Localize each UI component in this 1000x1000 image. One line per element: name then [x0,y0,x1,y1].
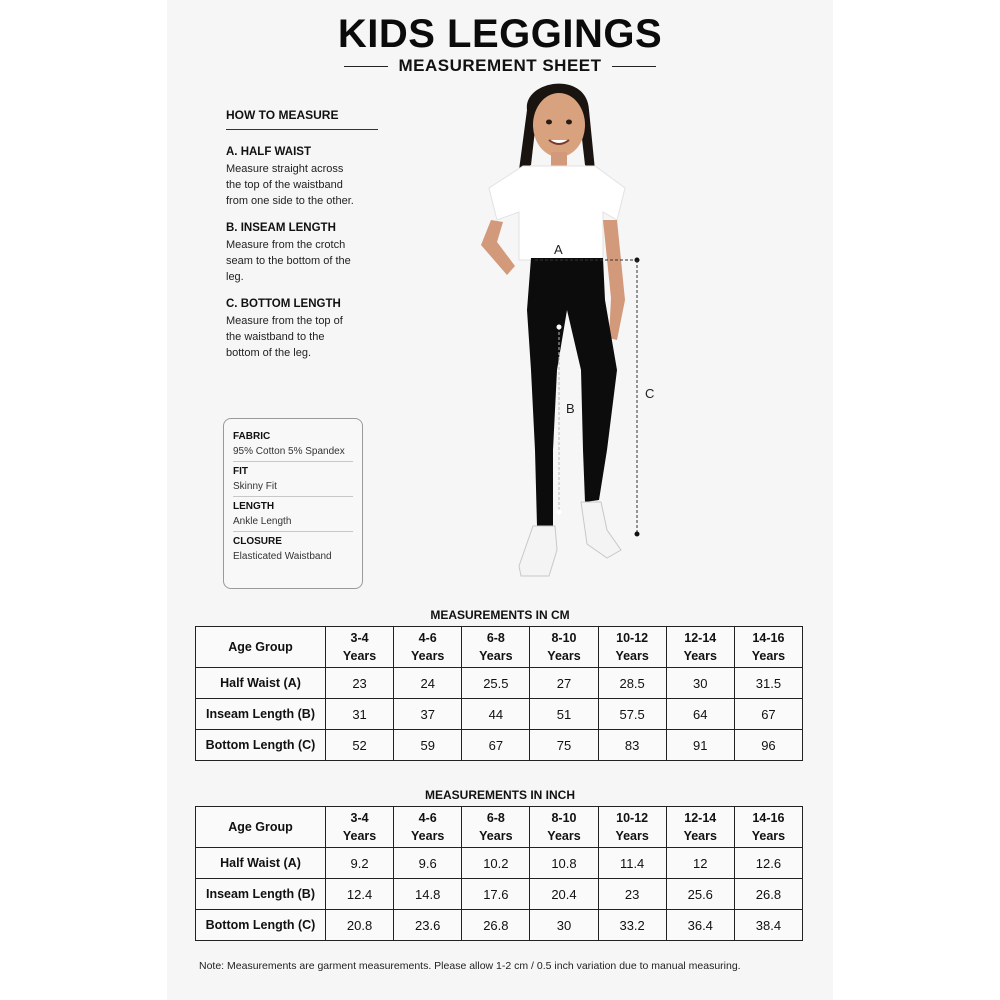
table-cell: 37 [394,699,462,730]
measurement-note: Note: Measurements are garment measurements. Please allow 1-2 cm / 0.5 inch variation due to manual measuring. [199,960,741,972]
table-cell: 33.2 [598,910,666,941]
table-cell: 67 [734,699,802,730]
table-cell: 24 [394,668,462,699]
table-cell: 20.8 [326,910,394,941]
table-cell: 91 [666,730,734,761]
table-cell: 23.6 [394,910,462,941]
spec-fit [233,462,353,497]
table-row [196,848,803,879]
table-cell: 28.5 [598,668,666,699]
age-header-cell: 6-8 Years [462,627,530,668]
step-bottom-length [226,298,378,361]
row-label-cell: Inseam Length (B) [196,699,326,730]
age-header-cell: 12-14 Years [666,807,734,848]
step-title: B. INSEAM LENGTH [226,222,336,234]
product-specs-box [223,418,363,589]
table-cell: 36.4 [666,910,734,941]
table-cell: 11.4 [598,848,666,879]
step-description: Measure from the top of the waistband to the bottom of the leg. [226,315,343,359]
step-half-waist [226,146,378,209]
table-cell: 12 [666,848,734,879]
step-description: Measure straight across the top of the waistband from one side to the other. [226,163,354,207]
subtitle-rule-right [612,66,656,67]
page-title: KIDS LEGGINGS [337,12,663,56]
step-inseam-length [226,222,378,285]
table-cell: 31 [326,699,394,730]
table-cell: 10.2 [462,848,530,879]
table-cell: 51 [530,699,598,730]
subtitle-rule-left [344,66,388,67]
table-row [196,668,803,699]
table-cell: 44 [462,699,530,730]
table-cell: 17.6 [462,879,530,910]
spec-value: Skinny Fit [233,481,277,492]
row-label-cell: Bottom Length (C) [196,730,326,761]
inch-measurement-table [195,806,803,941]
age-header-cell: 10-12 Years [598,627,666,668]
table-row [196,730,803,761]
table-cell: 12.6 [734,848,802,879]
step-title: A. HALF WAIST [226,146,311,158]
table-header-row [196,627,803,668]
spec-label: CLOSURE [233,536,282,547]
spec-label: FABRIC [233,431,271,442]
table-cell: 57.5 [598,699,666,730]
inch-table-title: MEASUREMENTS IN INCH [424,788,575,802]
age-header-cell: 12-14 Years [666,627,734,668]
table-cell: 96 [734,730,802,761]
dimension-label-c: C [645,386,655,401]
table-row [196,879,803,910]
step-title: C. BOTTOM LENGTH [226,298,341,310]
how-to-measure [226,108,378,374]
age-header-cell: 8-10 Years [530,627,598,668]
row-label-cell: Inseam Length (B) [196,879,326,910]
cm-measurement-table [195,626,803,761]
age-header-cell: 3-4 Years [326,807,394,848]
how-to-measure-title: HOW TO MEASURE [226,108,378,130]
table-row [196,910,803,941]
row-label-cell: Half Waist (A) [196,668,326,699]
table-cell: 38.4 [734,910,802,941]
table-header-row [196,807,803,848]
age-header-cell: 10-12 Years [598,807,666,848]
table-cell: 9.6 [394,848,462,879]
spec-fabric [233,427,353,462]
table-cell: 23 [326,668,394,699]
spec-length [233,497,353,532]
model-figure [457,70,667,590]
dimension-label-a: A [554,242,563,257]
table-cell: 9.2 [326,848,394,879]
row-label-cell: Half Waist (A) [196,848,326,879]
table-cell: 10.8 [530,848,598,879]
age-header-cell: 6-8 Years [462,807,530,848]
page-subtitle: MEASUREMENT SHEET [398,56,602,75]
table-cell: 23 [598,879,666,910]
table-cell: 26.8 [462,910,530,941]
measurement-sheet [167,0,833,1000]
table-cell: 12.4 [326,879,394,910]
row-label-cell: Bottom Length (C) [196,910,326,941]
spec-value: 95% Cotton 5% Spandex [233,446,345,457]
age-header-cell: 14-16 Years [734,627,802,668]
table-cell: 30 [530,910,598,941]
spec-value: Ankle Length [233,516,292,527]
table-cell: 25.5 [462,668,530,699]
age-header-cell: 4-6 Years [394,807,462,848]
spec-value: Elasticated Waistband [233,551,332,562]
spec-closure [233,532,353,566]
table-cell: 25.6 [666,879,734,910]
table-cell: 14.8 [394,879,462,910]
age-header-cell: 14-16 Years [734,807,802,848]
table-cell: 30 [666,668,734,699]
table-cell: 64 [666,699,734,730]
table-row [196,699,803,730]
table-cell: 52 [326,730,394,761]
table-cell: 83 [598,730,666,761]
table-corner-cell: Age Group [196,627,326,668]
table-cell: 75 [530,730,598,761]
dimension-label-b: B [566,401,575,416]
table-cell: 26.8 [734,879,802,910]
age-header-cell: 4-6 Years [394,627,462,668]
table-cell: 67 [462,730,530,761]
cm-table-title: MEASUREMENTS IN CM [430,608,570,622]
table-cell: 27 [530,668,598,699]
table-corner-cell: Age Group [196,807,326,848]
spec-label: FIT [233,466,248,477]
table-cell: 20.4 [530,879,598,910]
spec-label: LENGTH [233,501,275,512]
model-illustration [457,70,667,590]
age-header-cell: 3-4 Years [326,627,394,668]
table-cell: 59 [394,730,462,761]
age-header-cell: 8-10 Years [530,807,598,848]
step-description: Measure from the crotch seam to the bottom of the leg. [226,239,351,283]
table-cell: 31.5 [734,668,802,699]
